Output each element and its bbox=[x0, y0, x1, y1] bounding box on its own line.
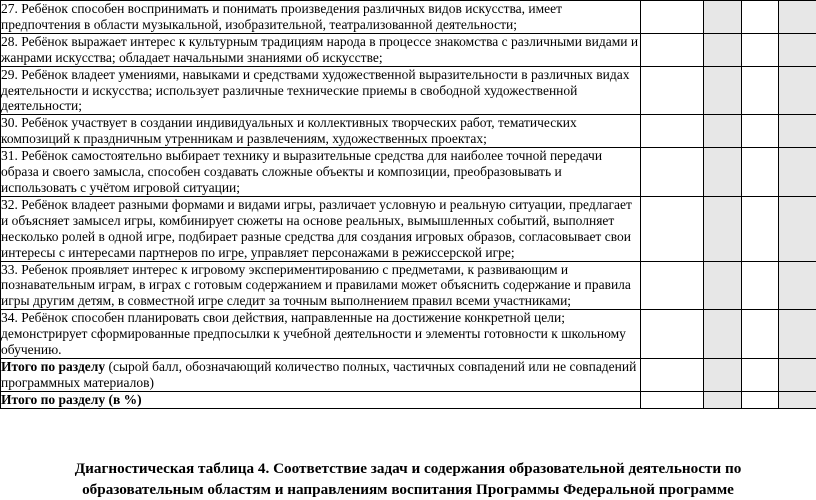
score-cell[interactable] bbox=[779, 261, 816, 310]
table-caption bbox=[0, 458, 816, 500]
table-row bbox=[1, 261, 816, 310]
score-cell[interactable] bbox=[779, 33, 816, 66]
caption-line-1: Диагностическая таблица 4. Соответствие задач и содержания образовательной деятельности по bbox=[0, 458, 816, 479]
total-raw-row bbox=[1, 358, 816, 391]
total-raw-cell[interactable] bbox=[742, 358, 779, 391]
score-cell[interactable] bbox=[742, 66, 779, 115]
score-cell[interactable] bbox=[704, 1, 742, 34]
score-cell[interactable] bbox=[704, 148, 742, 197]
score-cell[interactable] bbox=[641, 261, 704, 310]
score-cell[interactable] bbox=[742, 261, 779, 310]
score-cell[interactable] bbox=[641, 310, 704, 359]
score-cell[interactable] bbox=[641, 148, 704, 197]
score-cell[interactable] bbox=[742, 310, 779, 359]
caption-line-2: образовательным областям и направлениям воспитания Программы Федеральной программе bbox=[0, 479, 816, 500]
table-row bbox=[1, 115, 816, 148]
criterion-cell: 27. Ребёнок способен воспринимать и понимать произведения различных видов искусства, имеет предпочтения в области музыкальной, изобразительной, театрализованной деятельности; bbox=[1, 1, 641, 34]
total-raw-cell[interactable] bbox=[641, 358, 704, 391]
total-raw-cell[interactable] bbox=[779, 358, 816, 391]
table-row bbox=[1, 1, 816, 34]
criterion-cell: 28. Ребёнок выражает интерес к культурным традициям народа в процессе знакомства с различными видами и жанрами искусства; обладает начальными знаниями об искусстве; bbox=[1, 33, 641, 66]
score-cell[interactable] bbox=[779, 196, 816, 261]
criterion-cell: 34. Ребёнок способен планировать свои действия, направленные на достижение конкретной цели; демонстрирует сформированные предпосылки к учебной деятельности и элементы готовности к школьному обучению. bbox=[1, 310, 641, 359]
table-row bbox=[1, 196, 816, 261]
score-cell[interactable] bbox=[704, 261, 742, 310]
score-cell[interactable] bbox=[704, 66, 742, 115]
score-cell[interactable] bbox=[779, 66, 816, 115]
criterion-cell: 32. Ребёнок владеет разными формами и видами игры, различает условную и реальную ситуации, предлагает и объясняет замысел игры, комбинирует сюжеты на основе реальных, вымышленных событий, выполняет несколько ролей в одной игре, подбирает разные средства для создания игровых образов, согласовывает свои интересы с интересами партнеров по игре, управляет персонажами в режиссерской игре; bbox=[1, 196, 641, 261]
criterion-cell: 31. Ребёнок самостоятельно выбирает технику и выразительные средства для наиболее точной передачи образа и своего замысла, способен создавать сложные объекты и композиции, преобразовывать и использовать с учётом игровой ситуации; bbox=[1, 148, 641, 197]
score-cell[interactable] bbox=[742, 1, 779, 34]
criterion-cell: 29. Ребёнок владеет умениями, навыками и средствами художественной выразительности в различных видах деятельности и искусства; использует различные технические приемы в свободной художественной деятельности; bbox=[1, 66, 641, 115]
table-row bbox=[1, 66, 816, 115]
score-cell[interactable] bbox=[641, 33, 704, 66]
total-percent-label: Итого по разделу (в %) bbox=[1, 391, 641, 408]
score-cell[interactable] bbox=[742, 33, 779, 66]
score-cell[interactable] bbox=[641, 196, 704, 261]
score-cell[interactable] bbox=[641, 1, 704, 34]
total-percent-cell[interactable] bbox=[779, 391, 816, 408]
score-cell[interactable] bbox=[641, 115, 704, 148]
score-cell[interactable] bbox=[779, 148, 816, 197]
table-row bbox=[1, 148, 816, 197]
score-cell[interactable] bbox=[779, 115, 816, 148]
score-cell[interactable] bbox=[742, 115, 779, 148]
table-row bbox=[1, 33, 816, 66]
total-percent-row bbox=[1, 391, 816, 408]
criterion-cell: 30. Ребёнок участвует в создании индивидуальных и коллективных творческих работ, тематических композиций к праздничным утренникам и развлечениям, художественных проектах; bbox=[1, 115, 641, 148]
total-raw-label: Итого по разделу (сырой балл, обозначающий количество полных, частичных совпадений или не совпадений программных материалов) bbox=[1, 358, 641, 391]
score-cell[interactable] bbox=[641, 66, 704, 115]
score-cell[interactable] bbox=[704, 115, 742, 148]
total-percent-cell[interactable] bbox=[704, 391, 742, 408]
total-percent-cell[interactable] bbox=[742, 391, 779, 408]
total-percent-cell[interactable] bbox=[641, 391, 704, 408]
score-cell[interactable] bbox=[704, 33, 742, 66]
table-row bbox=[1, 310, 816, 359]
score-cell[interactable] bbox=[779, 310, 816, 359]
score-cell[interactable] bbox=[742, 196, 779, 261]
total-raw-cell[interactable] bbox=[704, 358, 742, 391]
score-cell[interactable] bbox=[742, 148, 779, 197]
score-cell[interactable] bbox=[704, 196, 742, 261]
score-cell[interactable] bbox=[779, 1, 816, 34]
score-cell[interactable] bbox=[704, 310, 742, 359]
criterion-cell: 33. Ребенок проявляет интерес к игровому экспериментированию с предметами, к развивающим и познавательным играм, в играх с готовым содержанием и правилами может объяснить содержание и правила игры другим детям, в совместной игре следит за точным выполнением правил всеми участниками; bbox=[1, 261, 641, 310]
